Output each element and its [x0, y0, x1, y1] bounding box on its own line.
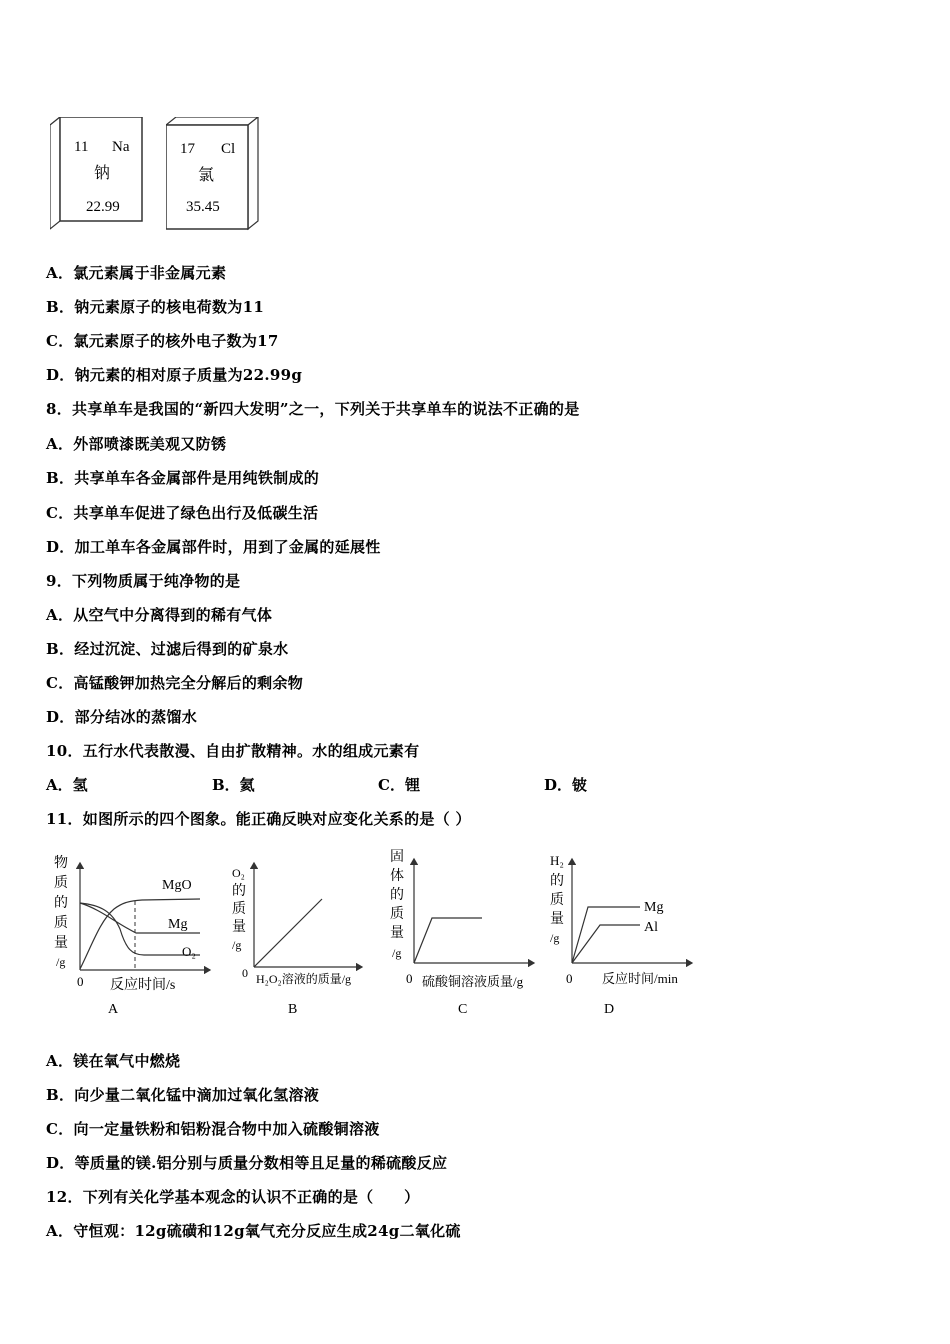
graph-a-label-mgo: MgO	[162, 878, 192, 893]
graph-d-ylabel: H₂	[550, 853, 564, 868]
q9-stem: 9．下列物质属于纯净物的是	[46, 572, 241, 590]
atomic-mass: 22.99	[86, 199, 120, 215]
graph-a-ylabel: 质	[54, 876, 68, 891]
graph-d-label-mg: Mg	[644, 900, 664, 915]
graph-c-xlabel: 硫酸铜溶液质量/g	[422, 974, 524, 989]
graph-a-origin: 0	[77, 974, 84, 989]
q7-option-c: C．氯元素原子的核外电子数为17	[46, 332, 279, 350]
q11-option-a: A．镁在氧气中燃烧	[46, 1052, 181, 1070]
graph-d-ylabel: 的	[550, 874, 564, 889]
q9-option-d: D．部分结冰的蒸馏水	[46, 708, 198, 726]
graph-b-curve	[254, 899, 322, 967]
q10-stem: 10．五行水代表散漫、自由扩散精神。水的组成元素有	[46, 742, 420, 760]
graph-c-caption: C	[458, 1002, 468, 1017]
q11-option-d: D．等质量的镁.铝分别与质量分数相等且足量的稀硫酸反应	[46, 1154, 448, 1172]
q10-option-b: B．氦	[212, 776, 255, 794]
graph-b-ylabel: 的	[232, 884, 246, 899]
element-symbol: Cl	[221, 141, 236, 157]
graph-d-ylabel: 质	[550, 893, 564, 908]
atomic-number: 17	[180, 141, 195, 157]
q9-option-c: C．高锰酸钾加热完全分解后的剩余物	[46, 674, 304, 692]
graph-a-ylabel-unit: /g	[56, 955, 66, 969]
element-name: 氯	[198, 167, 215, 184]
graph-d-curve-al	[572, 925, 640, 963]
graph-b-origin: 0	[242, 966, 248, 980]
q8-option-a: A．外部喷漆既美观又防锈	[46, 435, 227, 453]
atomic-number: 11	[74, 139, 89, 155]
graph-b	[232, 863, 362, 1017]
element-tile-na	[50, 117, 150, 232]
graph-b-ylabel: 质	[232, 902, 246, 917]
graph-b-xlabel: H₂O₂溶液的质量/g	[256, 972, 352, 986]
graph-b-ylabel: O₂	[232, 866, 245, 880]
q11-graphs	[44, 845, 704, 1025]
q9-option-a: A．从空气中分离得到的稀有气体	[46, 606, 273, 624]
atomic-mass: 35.45	[186, 199, 220, 215]
graph-a-caption: A	[108, 1002, 119, 1017]
q8-option-c: C．共享单车促进了绿色出行及低碳生活	[46, 504, 319, 522]
graph-a-ylabel: 的	[54, 896, 68, 911]
q10-option-d: D．铍	[544, 776, 588, 794]
q11-stem: 11．如图所示的四个图象。能正确反映对应变化关系的是（ ）	[46, 810, 471, 828]
graph-a	[54, 854, 210, 1017]
graph-d-origin: 0	[566, 971, 573, 986]
graph-d-curve-mg	[572, 907, 640, 963]
q7-option-a: A．氯元素属于非金属元素	[46, 264, 227, 282]
graph-c-ylabel-unit: /g	[392, 946, 402, 960]
graph-a-label-mg: Mg	[168, 917, 188, 932]
graph-a-ylabel: 量	[54, 936, 68, 951]
graph-b-ylabel: 量	[232, 920, 246, 935]
element-tile-cl	[166, 117, 266, 232]
graph-d-xlabel: 反应时间/min	[602, 971, 678, 986]
graph-d-caption: D	[604, 1002, 615, 1017]
q7-option-d: D．钠元素的相对原子质量为22.99g	[46, 366, 303, 384]
q12-option-a: A．守恒观：12g硫磺和12g氧气充分反应生成24g二氧化硫	[46, 1222, 461, 1240]
graph-c-ylabel: 固	[390, 850, 404, 865]
graph-b-ylabel-unit: /g	[232, 938, 242, 952]
q8-option-b: B．共享单车各金属部件是用纯铁制成的	[46, 469, 320, 487]
q7-option-b: B．钠元素原子的核电荷数为11	[46, 298, 265, 316]
q12-stem: 12．下列有关化学基本观念的认识不正确的是（ ）	[46, 1188, 420, 1206]
graph-c-ylabel: 体	[390, 869, 404, 884]
element-symbol: Na	[112, 139, 130, 155]
graph-c-ylabel: 质	[390, 907, 404, 922]
q8-option-d: D．加工单车各金属部件时，用到了金属的延展性	[46, 538, 381, 556]
graph-a-ylabel: 物	[54, 856, 68, 871]
q11-option-b: B．向少量二氧化锰中滴加过氧化氢溶液	[46, 1086, 320, 1104]
q10-option-c: C．锂	[378, 776, 420, 794]
graph-b-caption: B	[288, 1002, 298, 1017]
q8-stem: 8．共享单车是我国的“新四大发明”之一，下列关于共享单车的说法不正确的是	[46, 400, 580, 418]
q9-option-b: B．经过沉淀、过滤后得到的矿泉水	[46, 640, 289, 658]
graph-c	[390, 849, 534, 1017]
graph-d	[550, 853, 692, 1017]
graph-c-ylabel: 的	[390, 888, 404, 903]
graph-c-ylabel: 量	[390, 926, 404, 941]
q10-option-a: A．氢	[46, 776, 88, 794]
element-name: 钠	[94, 165, 111, 182]
graph-c-origin: 0	[406, 971, 413, 986]
graph-c-curve	[414, 918, 482, 963]
graph-a-xlabel: 反应时间/s	[110, 978, 176, 993]
graph-d-label-al: Al	[644, 920, 658, 935]
graph-a-ylabel: 质	[54, 916, 68, 931]
q11-option-c: C．向一定量铁粉和铝粉混合物中加入硫酸铜溶液	[46, 1120, 380, 1138]
graph-a-label-o2: O₂	[182, 944, 196, 959]
graph-d-ylabel: 量	[550, 912, 564, 927]
graph-d-ylabel-unit: /g	[550, 931, 560, 945]
